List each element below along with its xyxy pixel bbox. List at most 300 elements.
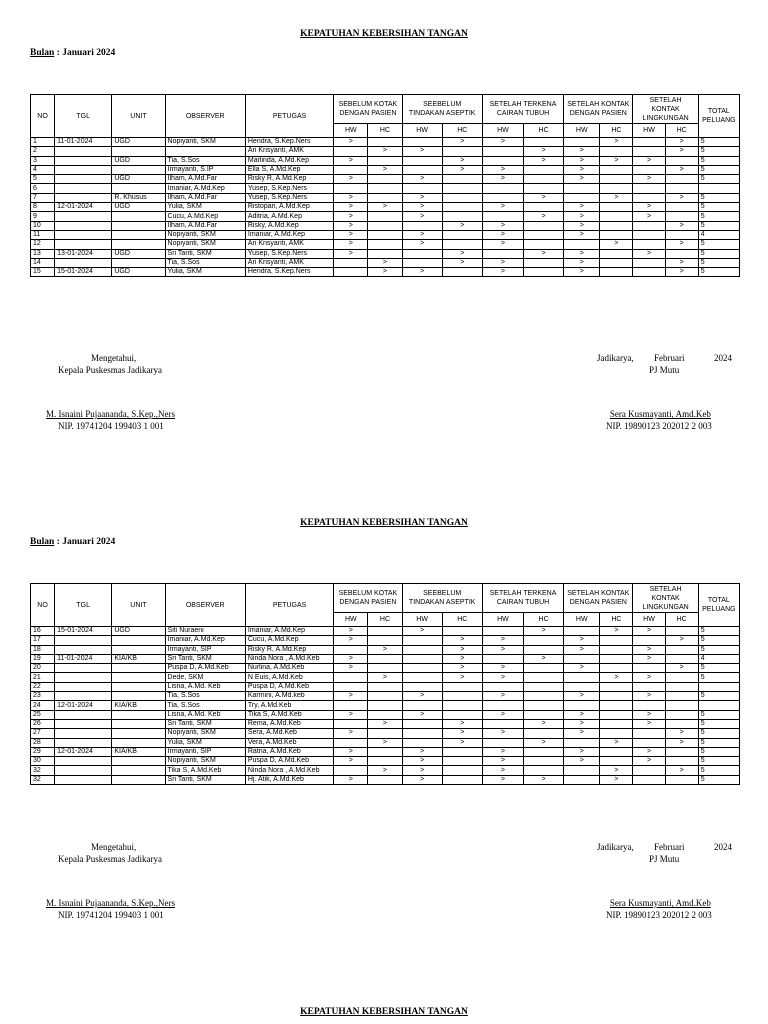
table-row	[31, 692, 740, 701]
cell-mark	[368, 747, 402, 756]
cell-mark	[524, 138, 564, 147]
cell-mark: >	[334, 175, 368, 184]
header-group-2: SEEBELUM TINDAKAN ASEPTIK	[402, 584, 482, 613]
cell-mark	[442, 240, 482, 249]
cell-unit	[112, 184, 165, 193]
cell-mark	[633, 738, 665, 747]
cell-mark	[334, 268, 368, 277]
cell-tgl: 15-01-2024	[55, 268, 112, 277]
cell-mark: >	[368, 268, 402, 277]
cell-mark: >	[524, 193, 564, 202]
cell-unit: UGD	[112, 627, 165, 636]
cell-mark	[368, 184, 402, 193]
cell-tgl: 13-01-2024	[55, 249, 112, 258]
cell-total: 5	[698, 636, 739, 645]
cell-mark: >	[402, 710, 442, 719]
header-hw: HW	[564, 613, 600, 627]
cell-mark	[665, 184, 698, 193]
cell-no: 30	[31, 757, 55, 766]
doc-title-2: KEPATUHAN KEBERSIHAN TANGAN	[300, 518, 468, 528]
cell-mark: >	[482, 645, 523, 654]
cell-total: 5	[698, 738, 739, 747]
cell-mark	[402, 719, 442, 728]
cell-mark: >	[524, 654, 564, 663]
cell-mark: >	[442, 165, 482, 174]
cell-unit	[112, 147, 165, 156]
cell-tgl: 15-01-2024	[55, 627, 112, 636]
cell-mark	[334, 682, 368, 691]
cell-total: 5	[698, 775, 739, 784]
bulan-line-2	[30, 537, 115, 547]
cell-unit	[112, 729, 165, 738]
table-row	[31, 193, 740, 202]
cell-no: 25	[31, 710, 55, 719]
cell-mark: >	[402, 766, 442, 775]
bulan-value: : Januari 2024	[54, 537, 116, 547]
cell-mark	[524, 729, 564, 738]
header-hw: HW	[633, 613, 665, 627]
cell-mark: >	[334, 203, 368, 212]
cell-mark: >	[600, 775, 633, 784]
cell-observer: Lisna, A.Md. Keb	[165, 682, 245, 691]
cell-total: 4	[698, 654, 739, 663]
table-row	[31, 738, 740, 747]
cell-mark: >	[564, 175, 600, 184]
cell-mark: >	[334, 775, 368, 784]
year-text: 2024	[714, 353, 732, 363]
year-text: 2024	[714, 842, 732, 852]
cell-observer: Nopiyanti, SKM	[165, 138, 245, 147]
cell-mark	[442, 627, 482, 636]
cell-mark: >	[482, 692, 523, 701]
cell-petugas: Risky R, A.Md.Kep	[245, 175, 333, 184]
cell-mark	[564, 682, 600, 691]
table-row	[31, 757, 740, 766]
cell-mark: >	[334, 138, 368, 147]
cell-mark: >	[600, 738, 633, 747]
cell-mark	[665, 710, 698, 719]
cell-mark	[442, 268, 482, 277]
header-petugas: PETUGAS	[245, 95, 333, 138]
cell-mark	[665, 747, 698, 756]
cell-mark	[600, 664, 633, 673]
cell-mark: >	[564, 258, 600, 267]
cell-total: 5	[698, 645, 739, 654]
header-no: NO	[31, 584, 55, 627]
cell-observer: Tia, S.Sos	[165, 701, 245, 710]
header-hc: HC	[524, 613, 564, 627]
cell-mark: >	[564, 710, 600, 719]
cell-mark	[600, 719, 633, 728]
cell-petugas: Sera, A.Md.Keb	[245, 729, 333, 738]
cell-mark: >	[633, 692, 665, 701]
cell-mark	[334, 701, 368, 710]
table-row	[31, 645, 740, 654]
cell-mark	[600, 175, 633, 184]
cell-mark	[368, 249, 402, 258]
cell-petugas: Marlinda, A.Md.Kep	[245, 156, 333, 165]
cell-mark	[600, 701, 633, 710]
cell-petugas: Try, A.Md.Keb	[245, 701, 333, 710]
cell-tgl	[55, 240, 112, 249]
cell-total: 5	[698, 240, 739, 249]
cell-mark: >	[334, 692, 368, 701]
month-text: Februari	[654, 353, 685, 363]
cell-unit	[112, 692, 165, 701]
compliance-table-1	[30, 94, 740, 277]
cell-mark	[665, 654, 698, 663]
table-row	[31, 719, 740, 728]
cell-mark: >	[334, 221, 368, 230]
cell-mark	[564, 184, 600, 193]
cell-no: 20	[31, 664, 55, 673]
cell-tgl	[55, 156, 112, 165]
cell-mark: >	[442, 654, 482, 663]
cell-total: 5	[698, 757, 739, 766]
header-hw: HW	[334, 613, 368, 627]
cell-total: 5	[698, 156, 739, 165]
cell-mark	[564, 738, 600, 747]
cell-total: 5	[698, 719, 739, 728]
cell-mark	[368, 193, 402, 202]
table-row	[31, 701, 740, 710]
cell-mark	[524, 701, 564, 710]
cell-mark: >	[633, 719, 665, 728]
cell-tgl	[55, 692, 112, 701]
cell-observer: Lisna, A.Md. Keb	[165, 710, 245, 719]
cell-observer: Sri Tanti, SKM	[165, 719, 245, 728]
right-signer-name: Sera Kusmayanti, Amd.Keb	[609, 898, 711, 908]
cell-mark: >	[633, 175, 665, 184]
table-row	[31, 184, 740, 193]
cell-mark: >	[482, 729, 523, 738]
cell-mark	[482, 738, 523, 747]
cell-mark	[633, 268, 665, 277]
signature-left-name-2	[46, 898, 175, 921]
table-row	[31, 729, 740, 738]
cell-observer: Imaniar, A.Md.Kep	[165, 184, 245, 193]
cell-mark	[600, 147, 633, 156]
table-body-2	[31, 627, 740, 785]
cell-petugas: Ella S, A.Md.Kep	[245, 165, 333, 174]
cell-petugas: Risky, A.Md.Kep	[245, 221, 333, 230]
cell-mark: >	[402, 692, 442, 701]
cell-mark	[633, 221, 665, 230]
table-row	[31, 664, 740, 673]
cell-mark: >	[600, 156, 633, 165]
cell-unit: KIA/KB	[112, 701, 165, 710]
cell-mark	[334, 258, 368, 267]
table-row	[31, 147, 740, 156]
cell-petugas: N Euis, A.Md.Keb	[245, 673, 333, 682]
cell-mark: >	[564, 692, 600, 701]
header-observer: OBSERVER	[165, 584, 245, 627]
cell-unit	[112, 738, 165, 747]
cell-mark	[665, 775, 698, 784]
cell-petugas: Ratna, A.Md.Keb	[245, 747, 333, 756]
kepala-text: Kepala Puskesmas Jadikarya	[58, 853, 162, 864]
cell-mark: >	[482, 268, 523, 277]
cell-mark	[564, 193, 600, 202]
cell-mark	[600, 682, 633, 691]
cell-mark	[402, 221, 442, 230]
cell-mark	[402, 673, 442, 682]
left-signer-name: M. Isnaini Pujaananda, S.Kep.,Ners	[46, 409, 175, 419]
cell-mark	[442, 701, 482, 710]
cell-mark	[633, 258, 665, 267]
cell-no: 19	[31, 654, 55, 663]
cell-mark: >	[564, 147, 600, 156]
cell-mark	[442, 175, 482, 184]
cell-mark	[633, 230, 665, 239]
cell-mark: >	[524, 775, 564, 784]
cell-mark	[524, 747, 564, 756]
header-tgl: TGL	[55, 584, 112, 627]
cell-mark: >	[334, 654, 368, 663]
cell-tgl	[55, 230, 112, 239]
cell-mark	[368, 230, 402, 239]
cell-mark	[402, 645, 442, 654]
cell-mark	[524, 673, 564, 682]
cell-unit	[112, 775, 165, 784]
cell-mark	[524, 203, 564, 212]
cell-mark	[442, 230, 482, 239]
cell-mark: >	[482, 230, 523, 239]
cell-mark: >	[665, 138, 698, 147]
cell-mark	[402, 156, 442, 165]
cell-mark: >	[665, 147, 698, 156]
cell-mark	[600, 729, 633, 738]
bulan-label: Bulan	[30, 48, 55, 58]
cell-mark	[600, 636, 633, 645]
cell-mark: >	[633, 212, 665, 221]
cell-observer: Irmayanti, SIP	[165, 747, 245, 756]
cell-mark: >	[564, 729, 600, 738]
cell-no: 18	[31, 645, 55, 654]
cell-no: 21	[31, 673, 55, 682]
cell-mark: >	[482, 757, 523, 766]
cell-total: 4	[698, 230, 739, 239]
cell-no: 27	[31, 729, 55, 738]
cell-mark: >	[665, 221, 698, 230]
cell-mark: >	[368, 203, 402, 212]
doc-title-1: KEPATUHAN KEBERSIHAN TANGAN	[300, 29, 468, 39]
cell-total	[698, 184, 739, 193]
signature-right-name-2	[606, 898, 712, 921]
cell-mark: >	[482, 747, 523, 756]
cell-petugas: Rema, A.Md.Keb	[245, 719, 333, 728]
cell-mark: >	[402, 240, 442, 249]
cell-mark: >	[524, 738, 564, 747]
cell-mark: >	[442, 249, 482, 258]
cell-mark	[600, 692, 633, 701]
cell-mark: >	[600, 138, 633, 147]
cell-tgl	[55, 738, 112, 747]
cell-tgl	[55, 682, 112, 691]
cell-mark	[633, 147, 665, 156]
cell-petugas: Ari Krisyanti, AMK	[245, 240, 333, 249]
cell-observer: Sri Tanti, SKM	[165, 249, 245, 258]
cell-mark: >	[334, 193, 368, 202]
cell-observer: Tia, S.Sos	[165, 692, 245, 701]
cell-mark	[665, 175, 698, 184]
header-hc: HC	[524, 124, 564, 138]
cell-mark	[482, 719, 523, 728]
cell-total: 5	[698, 627, 739, 636]
cell-total: 5	[698, 692, 739, 701]
cell-mark	[564, 654, 600, 663]
cell-tgl	[55, 212, 112, 221]
cell-mark: >	[402, 268, 442, 277]
signature-left-2	[58, 842, 162, 865]
cell-mark: >	[368, 165, 402, 174]
cell-no: 6	[31, 184, 55, 193]
cell-mark: >	[564, 747, 600, 756]
cell-mark: >	[633, 757, 665, 766]
cell-tgl	[55, 710, 112, 719]
header-hc: HC	[600, 124, 633, 138]
cell-mark	[665, 645, 698, 654]
cell-mark	[524, 710, 564, 719]
header-petugas: PETUGAS	[245, 584, 333, 627]
signature-left-name-1	[46, 409, 175, 432]
signature-left-1	[58, 353, 162, 376]
cell-tgl	[55, 766, 112, 775]
cell-mark	[442, 193, 482, 202]
cell-mark: >	[564, 156, 600, 165]
cell-no: 13	[31, 249, 55, 258]
cell-mark	[524, 664, 564, 673]
header-group-2: SEEBELUM TINDAKAN ASEPTIK	[402, 95, 482, 124]
cell-mark: >	[665, 165, 698, 174]
cell-mark: >	[482, 673, 523, 682]
table-row	[31, 240, 740, 249]
cell-mark: >	[633, 627, 665, 636]
cell-petugas: Imaniar, A.Md.Kep	[245, 627, 333, 636]
cell-no: 22	[31, 682, 55, 691]
cell-mark	[564, 775, 600, 784]
cell-mark: >	[482, 775, 523, 784]
cell-unit: R. Khusus	[112, 193, 165, 202]
cell-unit	[112, 645, 165, 654]
cell-tgl	[55, 757, 112, 766]
cell-mark: >	[564, 203, 600, 212]
cell-total	[698, 682, 739, 691]
cell-observer: Nopiyanti, SKM	[165, 757, 245, 766]
cell-no: 5	[31, 175, 55, 184]
cell-no: 28	[31, 738, 55, 747]
cell-mark	[334, 147, 368, 156]
cell-tgl: 12-01-2024	[55, 747, 112, 756]
cell-mark: >	[564, 249, 600, 258]
cell-mark	[524, 682, 564, 691]
cell-mark	[600, 757, 633, 766]
cell-mark	[600, 184, 633, 193]
cell-mark: >	[665, 766, 698, 775]
cell-mark	[334, 184, 368, 193]
cell-mark	[334, 719, 368, 728]
table-row	[31, 673, 740, 682]
table-row	[31, 747, 740, 756]
table-row	[31, 268, 740, 277]
bulan-value: : Januari 2024	[54, 48, 116, 58]
cell-mark: >	[334, 230, 368, 239]
cell-mark	[600, 230, 633, 239]
cell-mark: >	[564, 645, 600, 654]
cell-mark: >	[564, 757, 600, 766]
cell-total: 5	[698, 203, 739, 212]
cell-unit	[112, 757, 165, 766]
cell-mark: >	[633, 654, 665, 663]
cell-no: 24	[31, 701, 55, 710]
header-hc: HC	[442, 613, 482, 627]
cell-mark: >	[633, 747, 665, 756]
cell-mark: >	[442, 719, 482, 728]
cell-mark	[442, 692, 482, 701]
header-hw: HW	[402, 124, 442, 138]
cell-mark: >	[524, 147, 564, 156]
cell-mark	[368, 757, 402, 766]
cell-petugas: Risky R, A.Md.Kep	[245, 645, 333, 654]
cell-mark	[665, 692, 698, 701]
compliance-table-2	[30, 583, 740, 785]
cell-mark: >	[600, 766, 633, 775]
role-text: PJ Mutu	[649, 364, 680, 375]
cell-mark: >	[564, 268, 600, 277]
cell-tgl: 12-01-2024	[55, 701, 112, 710]
cell-mark: >	[482, 664, 523, 673]
mengetahui-text: Mengetahui,	[91, 353, 137, 363]
cell-mark: >	[402, 747, 442, 756]
cell-total: 5	[698, 212, 739, 221]
cell-mark	[368, 221, 402, 230]
table-row	[31, 710, 740, 719]
table-row	[31, 775, 740, 784]
table-row	[31, 627, 740, 636]
cell-mark	[482, 249, 523, 258]
cell-mark	[368, 775, 402, 784]
cell-mark	[368, 710, 402, 719]
cell-no: 29	[31, 747, 55, 756]
cell-no: 26	[31, 719, 55, 728]
cell-mark	[633, 701, 665, 710]
cell-petugas: Hendra, S.Kep.Ners	[245, 138, 333, 147]
cell-mark: >	[524, 627, 564, 636]
cell-mark	[442, 212, 482, 221]
cell-petugas: Puspa D, A.Md.Keb	[245, 757, 333, 766]
cell-no: 8	[31, 203, 55, 212]
cell-mark: >	[564, 230, 600, 239]
header-hw: HW	[482, 124, 523, 138]
cell-mark: >	[402, 627, 442, 636]
cell-mark: >	[334, 249, 368, 258]
cell-no: 17	[31, 636, 55, 645]
cell-observer: Ilham, A.Md.Far	[165, 193, 245, 202]
cell-unit: UGD	[112, 156, 165, 165]
cell-mark	[564, 701, 600, 710]
cell-mark: >	[368, 147, 402, 156]
cell-unit: UGD	[112, 203, 165, 212]
cell-mark: >	[564, 221, 600, 230]
cell-mark: >	[600, 240, 633, 249]
cell-petugas: Hendra, S.Kep.Ners	[245, 268, 333, 277]
cell-mark	[665, 757, 698, 766]
cell-mark: >	[524, 212, 564, 221]
cell-mark	[402, 701, 442, 710]
cell-mark: >	[442, 138, 482, 147]
cell-no: 14	[31, 258, 55, 267]
cell-unit	[112, 165, 165, 174]
